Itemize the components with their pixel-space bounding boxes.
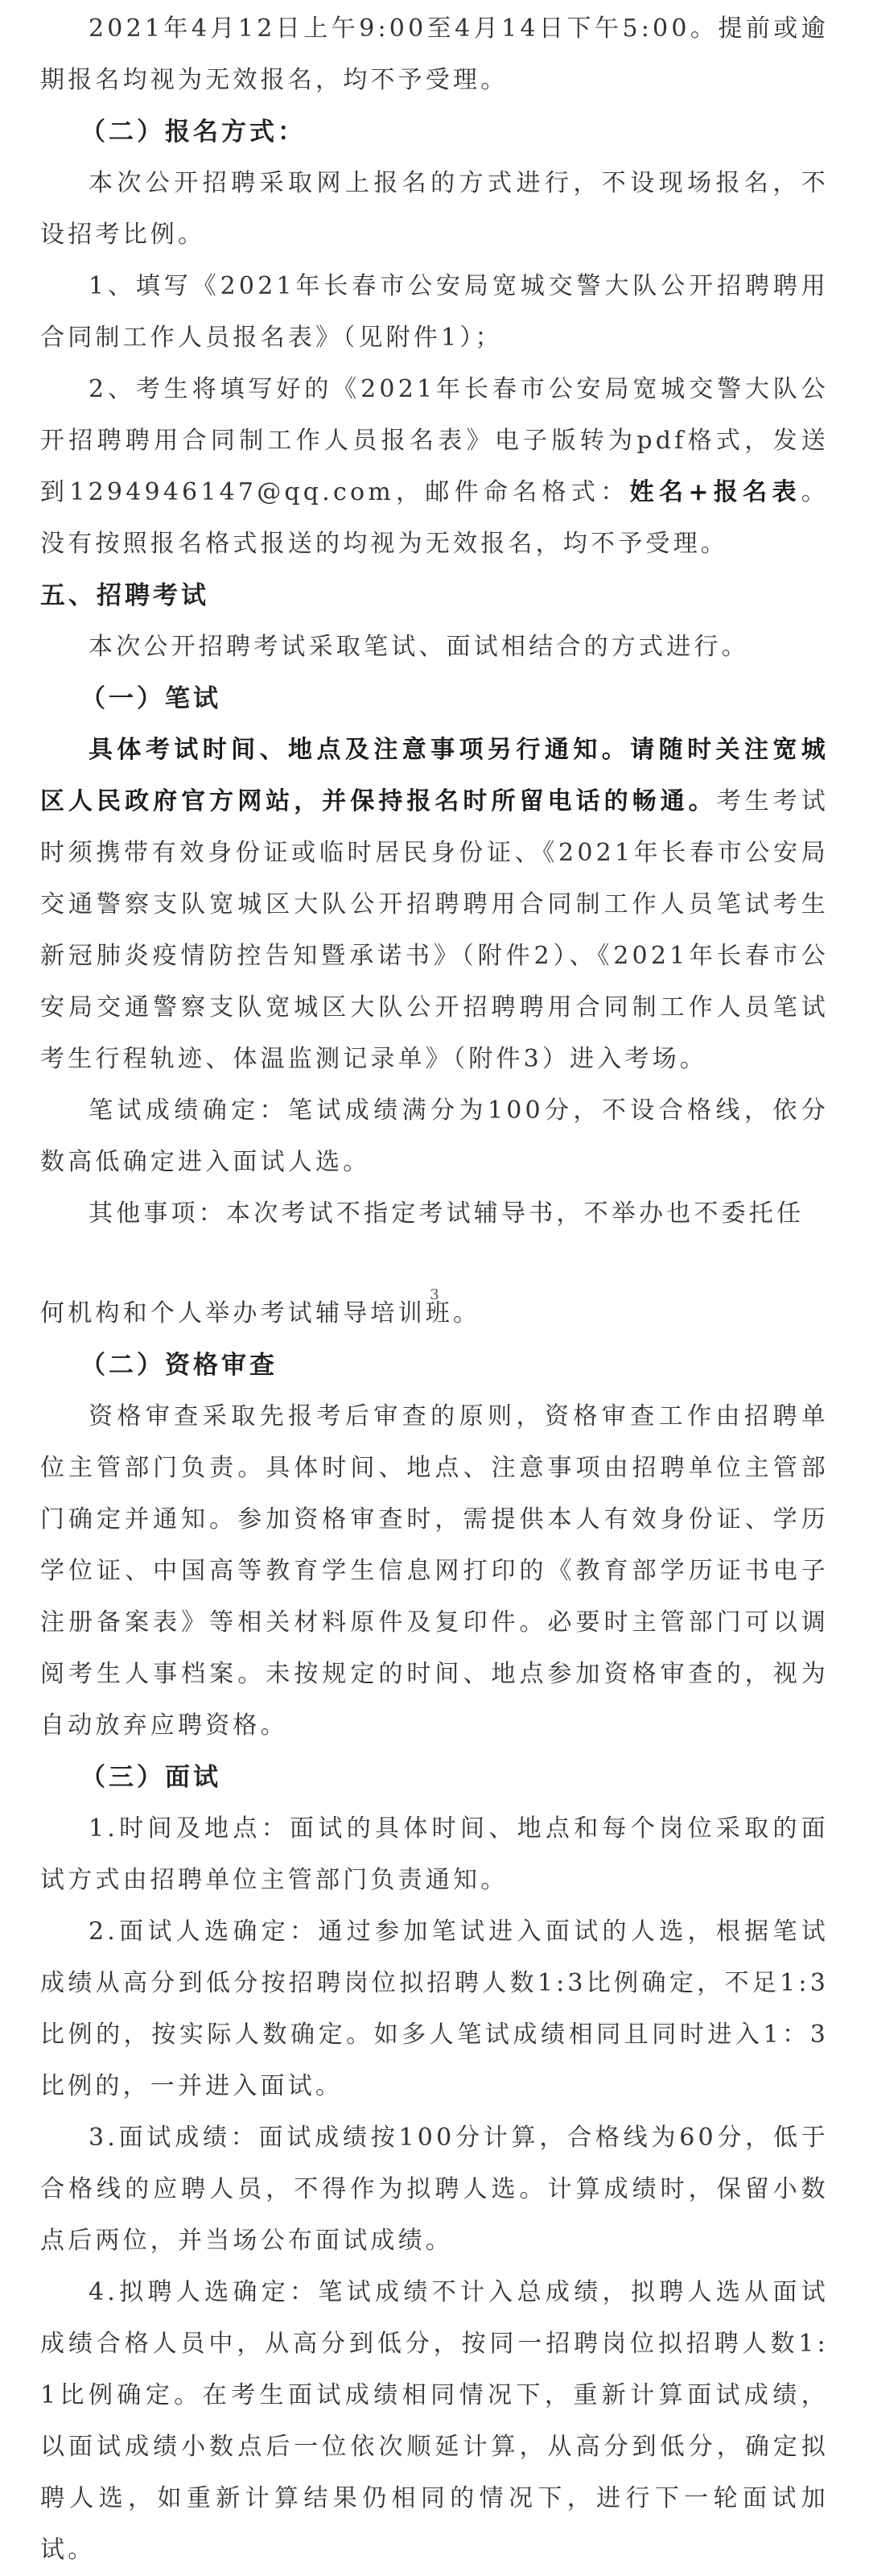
heading-qualification-review: （二）资格审查	[80, 1351, 278, 1380]
other-matters-paragraph: 其他事项：本次考试不指定考试辅导书，不举办也不委托任	[89, 1199, 805, 1228]
written-exam-notice-bold: 具体考试时间、地点及注意事项另行通知。请随时关注宽城区人民政府官方网站，并保持报名时所留电话的畅通。	[40, 736, 829, 815]
step-2-text-c: 。没有按照报名格式报送的均视为无效报名，均不予受理。	[40, 478, 829, 558]
registration-method-paragraph: 本次公开招聘采取网上报名的方式进行，不设现场报名，不设招考比例。	[40, 169, 829, 249]
heading-interview: （三）面试	[80, 1763, 221, 1792]
registration-time-paragraph: 2021年4月12日上午9:00至4月14日下午5:00。提前或逾期报名均视为无效报名，均不予受理。	[40, 14, 829, 94]
written-score-paragraph: 笔试成绩确定：笔试成绩满分为100分，不设合格线，依分数高低确定进入面试人选。	[40, 1096, 829, 1176]
interview-item-2: 2.面试人选确定：通过参加笔试进入面试的人选，根据笔试成绩从高分到低分按招聘岗位拟招聘人数1:3比例确定，不足1:3比例的，按实际人数确定。如多人笔试成绩相同且同时进入1：3比例的，一并进入面试。	[40, 1918, 829, 2100]
interview-item-3: 3.面试成绩：面试成绩按100分计算，合格线为60分，低于合格线的应聘人员，不得作为拟聘人选。计算成绩时，保留小数点后两位，并当场公布面试成绩。	[40, 2124, 829, 2255]
written-exam-paragraph	[0, 724, 869, 1085]
written-exam-requirements: 考生考试时须携带有效身份证或临时居民身份证、《2021年长春市公安局交通警察支队宽城区大队公开招聘聘用合同制工作人员笔试考生新冠肺炎疫情防控告知暨承诺书》（附件2）、《2021年长春市公安局交通警察支队宽城区大队公开招聘聘用合同制工作人员笔试考生行程轨迹、体温监测记录单》（附件3）进入考场。	[40, 787, 829, 1073]
step-2-text-a: 2、考生将填写好的《2021年长春市公安局宽城交警大队公开招聘聘用合同制工作人员报名表》电子版转为pdf格式，发送到1294946147@qq.com，邮件命名格式：	[40, 375, 829, 506]
heading-registration-method: （二）报名方式：	[80, 118, 306, 147]
interview-item-4: 4.拟聘人选确定：笔试成绩不计入总成绩，拟聘人选从面试成绩合格人员中，从高分到低分，按同一招聘岗位拟招聘人数1:1比例确定。在考生面试成绩相同情况下，重新计算面试成绩，以面试成绩小数点后一位依次顺延计算，从高分到低分，确定拟聘人选，如重新计算结果仍相同的情况下，进行下一轮面试加试。	[40, 2278, 829, 2564]
heading-recruitment-exam: 五、招聘考试	[40, 581, 209, 610]
document-page-bottom	[0, 1288, 869, 2576]
interview-item-1: 1.时间及地点：面试的具体时间、地点和每个岗位采取的面试方式由招聘单位主管部门负责通知。	[40, 1814, 829, 1894]
email-naming-format: 姓名+报名表	[629, 478, 801, 506]
qualification-review-paragraph: 资格审查采取先报考后审查的原则，资格审查工作由招聘单位主管部门负责。具体时间、地点、注意事项由招聘单位主管部门确定并通知。参加资格审查时，需提供本人有效身份证、学历学位证、中国高等教育学生信息网打印的《教育部学历证书电子注册备案表》等相关材料原件及复印件。必要时主管部门可以调阅考生人事档案。未按规定的时间、地点参加资格审查的，视为自动放弃应聘资格。	[40, 1402, 829, 1740]
other-matters-continued: 何机构和个人举办考试辅导培训班。	[40, 1299, 481, 1327]
heading-written-exam: （一）笔试	[80, 684, 221, 713]
exam-intro-paragraph: 本次公开招聘考试采取笔试、面试相结合的方式进行。	[89, 633, 749, 661]
step-1-paragraph: 1、填写《2021年长春市公安局宽城交警大队公开招聘聘用合同制工作人员报名表》（见附件1）；	[40, 272, 829, 352]
document-page-top	[0, 0, 869, 1240]
page-number: 3	[430, 1286, 439, 1303]
step-2-paragraph	[0, 364, 869, 570]
